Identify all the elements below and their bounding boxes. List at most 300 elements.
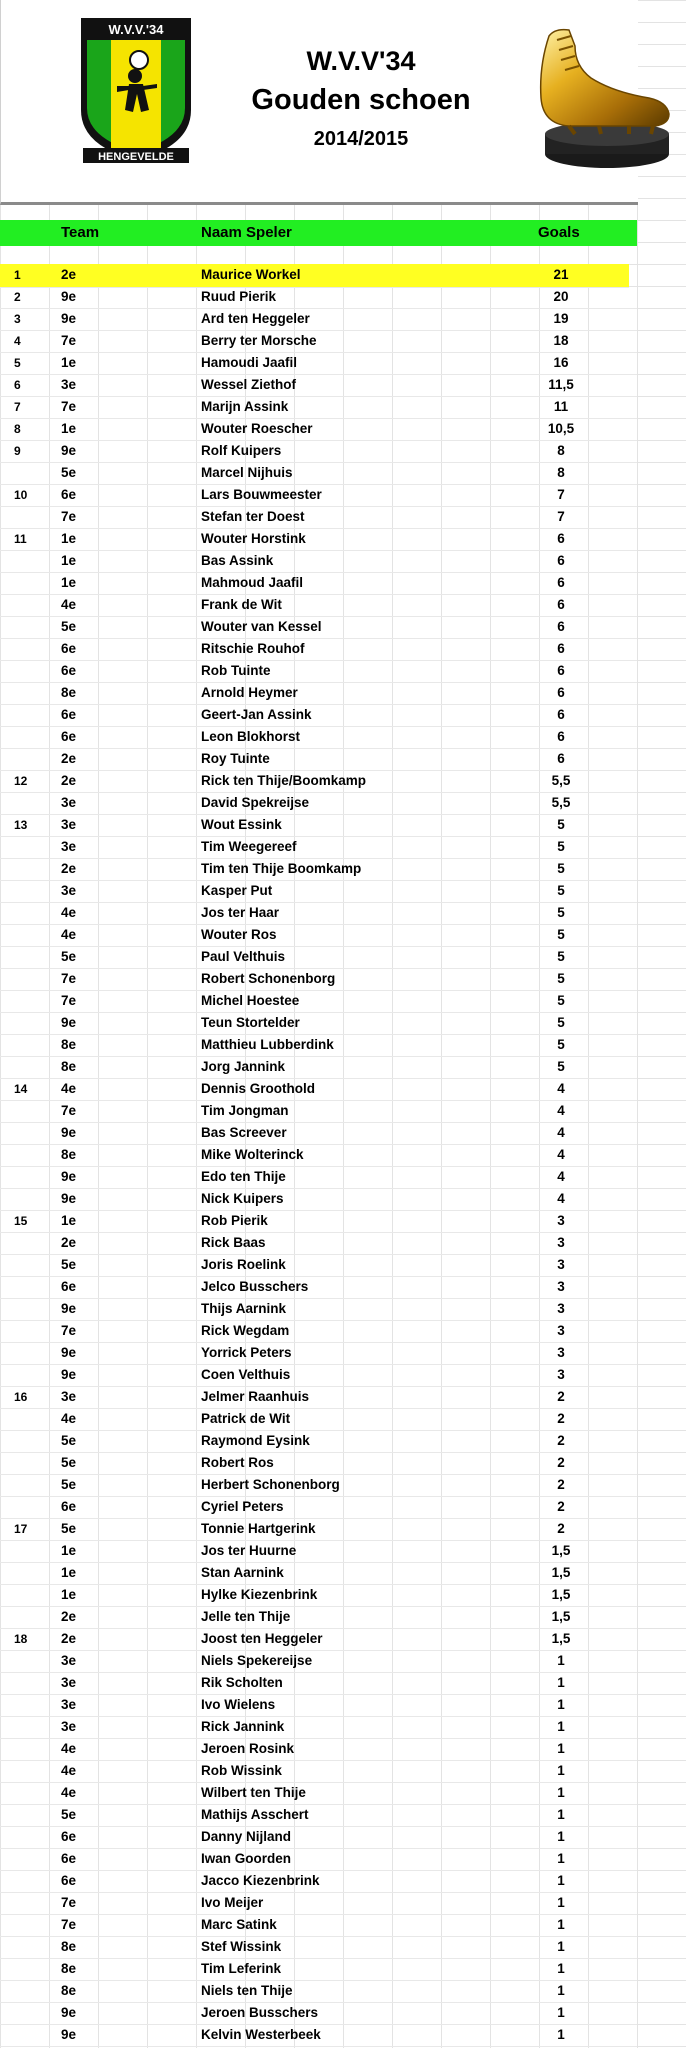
goals-cell: 3 (557, 1345, 565, 1360)
player-name-cell: Cyriel Peters (201, 1499, 284, 1514)
goals-cell: 3 (557, 1257, 565, 1272)
goals-cell: 16 (553, 355, 569, 370)
team-cell: 7e (61, 1895, 77, 1910)
team-cell: 1e (61, 553, 77, 568)
team-cell: 4e (61, 1081, 77, 1096)
player-name-cell: Rolf Kuipers (201, 443, 282, 458)
goals-cell: 1 (557, 1939, 565, 1954)
table-row (0, 1100, 637, 1123)
player-name-cell: Ard ten Heggeler (201, 311, 310, 326)
goals-cell: 20 (553, 289, 569, 304)
goals-cell: 1 (557, 1983, 565, 1998)
goals-cell: 1 (557, 1917, 565, 1932)
table-row (0, 990, 637, 1013)
player-name-cell: Niels Spekereijse (201, 1653, 313, 1668)
column-header-bar (0, 220, 637, 246)
player-name-cell: Edo ten Thije (201, 1169, 286, 1184)
goals-cell: 4 (557, 1103, 565, 1118)
goals-cell: 1 (557, 1807, 565, 1822)
rank-cell: 2 (14, 290, 21, 304)
table-row (0, 1562, 637, 1585)
player-name-cell: Stan Aarnink (201, 1565, 284, 1580)
table-row (0, 286, 637, 309)
goals-cell: 4 (557, 1147, 565, 1162)
team-cell: 2e (61, 861, 77, 876)
rank-cell: 16 (14, 1390, 28, 1404)
rank-cell: 5 (14, 356, 21, 370)
goals-cell: 5 (557, 927, 565, 942)
table-row (0, 1760, 637, 1783)
team-cell: 8e (61, 1059, 77, 1074)
table-row (0, 1496, 637, 1519)
table-row (0, 1276, 637, 1299)
player-name-cell: Geert-Jan Assink (201, 707, 312, 722)
table-row (0, 968, 637, 991)
goals-cell: 6 (557, 575, 565, 590)
table-row (0, 1430, 637, 1453)
goals-cell: 1,5 (551, 1565, 571, 1580)
player-name-cell: Leon Blokhorst (201, 729, 301, 744)
goals-cell: 6 (557, 553, 565, 568)
player-name-cell: Stefan ter Doest (201, 509, 305, 524)
goals-cell: 5 (557, 905, 565, 920)
team-cell: 6e (61, 1499, 77, 1514)
table-row (0, 330, 637, 353)
player-name-cell: Hylke Kiezenbrink (201, 1587, 318, 1602)
rank-cell: 9 (14, 444, 21, 458)
player-name-cell: Jos ter Huurne (201, 1543, 297, 1558)
player-name-cell: Rob Tuinte (201, 663, 271, 678)
goals-cell: 1,5 (551, 1543, 571, 1558)
table-row (0, 792, 637, 815)
table-row (0, 770, 637, 793)
table-row (0, 1232, 637, 1255)
column-header-name: Naam Speler (201, 224, 292, 241)
goals-cell: 1 (557, 1719, 565, 1734)
goals-cell: 5 (557, 883, 565, 898)
rank-cell: 11 (14, 532, 27, 546)
table-row (0, 1452, 637, 1475)
rank-cell: 3 (14, 312, 21, 326)
player-name-cell: Mahmoud Jaafil (201, 575, 304, 590)
player-name-cell: Jelmer Raanhuis (201, 1389, 310, 1404)
player-name-cell: Jelco Busschers (201, 1279, 309, 1294)
table-row (0, 1408, 637, 1431)
goals-cell: 1,5 (551, 1609, 571, 1624)
player-name-cell: Stef Wissink (201, 1939, 282, 1954)
player-name-cell: Wouter Ros (201, 927, 277, 942)
team-cell: 9e (61, 1301, 77, 1316)
table-row (0, 1122, 637, 1145)
table-row (0, 594, 637, 617)
table-row (0, 1078, 637, 1101)
team-cell: 2e (61, 1609, 77, 1624)
table-row (0, 550, 637, 573)
player-name-cell: Paul Velthuis (201, 949, 286, 964)
table-row (0, 1188, 637, 1211)
goals-cell: 2 (557, 1389, 565, 1404)
table-row (0, 1166, 637, 1189)
team-cell: 9e (61, 311, 77, 326)
goals-cell: 3 (557, 1235, 565, 1250)
team-cell: 6e (61, 641, 77, 656)
player-name-cell: Rik Scholten (201, 1675, 283, 1690)
player-name-cell: Thijs Aarnink (201, 1301, 287, 1316)
rank-cell: 18 (14, 1632, 28, 1646)
table-row (0, 572, 637, 595)
table-row (0, 374, 637, 397)
player-name-cell: Tonnie Hartgerink (201, 1521, 316, 1536)
player-name-cell: Herbert Schonenborg (201, 1477, 340, 1492)
team-cell: 3e (61, 1719, 77, 1734)
table-row (0, 2002, 637, 2025)
player-name-cell: Nick Kuipers (201, 1191, 284, 1206)
goals-cell: 4 (557, 1191, 565, 1206)
goals-cell: 4 (557, 1125, 565, 1140)
goals-cell: 2 (557, 1433, 565, 1448)
goals-cell: 1 (557, 1895, 565, 1910)
team-cell: 5e (61, 619, 77, 634)
team-cell: 1e (61, 355, 77, 370)
table-row (0, 1650, 637, 1673)
team-cell: 7e (61, 399, 77, 414)
table-row (0, 484, 637, 507)
player-name-cell: Bas Assink (201, 553, 274, 568)
player-name-cell: Patrick de Wit (201, 1411, 291, 1426)
team-cell: 6e (61, 663, 77, 678)
team-cell: 9e (61, 1169, 77, 1184)
table-row (0, 308, 637, 331)
player-name-cell: Jorg Jannink (201, 1059, 286, 1074)
team-cell: 5e (61, 1433, 77, 1448)
goals-cell: 5 (557, 839, 565, 854)
page-title: Gouden schoen (251, 84, 471, 116)
team-cell: 6e (61, 1829, 77, 1844)
table-row (0, 1782, 637, 1805)
page-header (0, 0, 638, 205)
team-cell: 3e (61, 1697, 77, 1712)
player-name-cell: Danny Nijland (201, 1829, 292, 1844)
table-row (0, 1320, 637, 1343)
table-row (0, 1980, 637, 2003)
player-name-cell: Hamoudi Jaafil (201, 355, 298, 370)
rank-cell: 7 (14, 400, 21, 414)
table-row (0, 528, 637, 551)
table-row (0, 1804, 637, 1827)
team-cell: 3e (61, 1653, 77, 1668)
table-row (0, 1914, 637, 1937)
team-cell: 3e (61, 1389, 77, 1404)
table-row (0, 1012, 637, 1035)
team-cell: 5e (61, 1521, 77, 1536)
team-cell: 9e (61, 1345, 77, 1360)
team-cell: 9e (61, 2027, 77, 2042)
player-name-cell: Yorrick Peters (201, 1345, 292, 1360)
table-row (0, 1518, 637, 1541)
goals-cell: 6 (557, 729, 565, 744)
club-name: W.V.V'34 (306, 46, 416, 76)
team-cell: 1e (61, 1565, 77, 1580)
team-cell: 4e (61, 927, 77, 942)
team-cell: 2e (61, 751, 77, 766)
table-row (0, 1474, 637, 1497)
table-row (0, 836, 637, 859)
table-row (0, 1738, 637, 1761)
table-row (0, 1672, 637, 1695)
rank-cell: 10 (14, 488, 28, 502)
player-name-cell: Arnold Heymer (201, 685, 298, 700)
player-name-cell: Rob Pierik (201, 1213, 268, 1228)
goals-cell: 3 (557, 1213, 565, 1228)
team-cell: 7e (61, 1103, 77, 1118)
goals-cell: 1 (557, 1697, 565, 1712)
team-cell: 5e (61, 1477, 77, 1492)
goals-cell: 8 (557, 465, 565, 480)
player-name-cell: Michel Hoestee (201, 993, 300, 1008)
logo-club-text: W.V.V.'34 (108, 22, 164, 37)
team-cell: 4e (61, 1785, 77, 1800)
table-row (0, 440, 637, 463)
team-cell: 5e (61, 949, 77, 964)
goals-cell: 6 (557, 663, 565, 678)
table-row (0, 1144, 637, 1167)
player-name-cell: Dennis Groothold (201, 1081, 315, 1096)
goals-cell: 1 (557, 1763, 565, 1778)
table-row (0, 1826, 637, 1849)
rank-cell: 15 (14, 1214, 28, 1228)
table-row (0, 1584, 637, 1607)
rank-cell: 12 (14, 774, 28, 788)
player-name-cell: Ivo Wielens (201, 1697, 276, 1712)
team-cell: 7e (61, 333, 77, 348)
goals-cell: 11 (553, 399, 569, 414)
goals-cell: 3 (557, 1323, 565, 1338)
goals-cell: 5 (557, 993, 565, 1008)
team-cell: 7e (61, 1323, 77, 1338)
goals-cell: 5,5 (551, 795, 571, 810)
table-row (0, 1870, 637, 1893)
player-name-cell: Ivo Meijer (201, 1895, 264, 1910)
table-row (0, 1386, 637, 1409)
player-name-cell: Niels ten Thije (201, 1983, 293, 1998)
table-row (0, 1628, 637, 1651)
table-row (0, 638, 637, 661)
column-header-goals: Goals (538, 224, 580, 241)
team-cell: 5e (61, 1807, 77, 1822)
team-cell: 3e (61, 883, 77, 898)
team-cell: 9e (61, 2005, 77, 2020)
player-name-cell: Robert Ros (201, 1455, 274, 1470)
goals-cell: 5,5 (551, 773, 571, 788)
table-row (0, 1342, 637, 1365)
goals-cell: 1,5 (551, 1587, 571, 1602)
team-cell: 1e (61, 1543, 77, 1558)
table-row (0, 1254, 637, 1277)
team-cell: 9e (61, 1191, 77, 1206)
goals-cell: 19 (553, 311, 569, 326)
team-cell: 6e (61, 487, 77, 502)
player-name-cell: Ritschie Rouhof (201, 641, 305, 656)
goals-cell: 6 (557, 531, 565, 546)
rank-cell: 4 (14, 334, 21, 348)
player-name-cell: Raymond Eysink (201, 1433, 310, 1448)
logo-town-text: HENGEVELDE (98, 151, 174, 163)
player-name-cell: Wout Essink (201, 817, 282, 832)
player-name-cell: Tim Weegereef (201, 839, 297, 854)
team-cell: 8e (61, 1983, 77, 1998)
table-row (0, 1694, 637, 1717)
column-header-team: Team (61, 224, 100, 241)
team-cell: 8e (61, 685, 77, 700)
player-name-cell: Maurice Workel (201, 267, 301, 282)
player-name-cell: Ruud Pierik (201, 289, 277, 304)
team-cell: 2e (61, 1631, 77, 1646)
rank-cell: 17 (14, 1522, 28, 1536)
player-name-cell: Rick Baas (201, 1235, 266, 1250)
goals-cell: 6 (557, 619, 565, 634)
goals-cell: 3 (557, 1367, 565, 1382)
goals-cell: 6 (557, 707, 565, 722)
goals-cell: 5 (557, 1015, 565, 1030)
team-cell: 5e (61, 465, 77, 480)
player-name-cell: Wilbert ten Thije (201, 1785, 306, 1800)
goals-cell: 1 (557, 1653, 565, 1668)
table-row-leader (0, 264, 629, 288)
table-row (0, 1892, 637, 1915)
goals-cell: 1 (557, 1675, 565, 1690)
team-cell: 3e (61, 1675, 77, 1690)
title-block (231, 44, 491, 156)
goals-cell: 5 (557, 1059, 565, 1074)
team-cell: 9e (61, 1125, 77, 1140)
goals-cell: 18 (553, 333, 569, 348)
table-row (0, 924, 637, 947)
table-row (0, 396, 637, 419)
team-cell: 1e (61, 531, 77, 546)
table-row (0, 418, 637, 441)
table-row (0, 1936, 637, 1959)
goals-cell: 10,5 (547, 421, 575, 436)
team-cell: 3e (61, 817, 77, 832)
table-row (0, 506, 637, 529)
goals-cell: 1 (557, 1785, 565, 1800)
goals-cell: 2 (557, 1477, 565, 1492)
team-cell: 6e (61, 1851, 77, 1866)
season-label: 2014/2015 (313, 128, 409, 150)
player-name-cell: Lars Bouwmeester (201, 487, 322, 502)
player-name-cell: Marijn Assink (201, 399, 289, 414)
table-row (0, 1848, 637, 1871)
goals-cell: 3 (557, 1279, 565, 1294)
goals-cell: 1 (557, 1829, 565, 1844)
team-cell: 1e (61, 575, 77, 590)
team-cell: 7e (61, 509, 77, 524)
goals-cell: 5 (557, 1037, 565, 1052)
player-name-cell: Rick ten Thije/Boomkamp (201, 773, 367, 788)
team-cell: 6e (61, 729, 77, 744)
table-row (0, 748, 637, 771)
player-name-cell: Kasper Put (201, 883, 273, 898)
table-row (0, 902, 637, 925)
team-cell: 1e (61, 421, 77, 436)
table-row (0, 616, 637, 639)
player-name-cell: Jelle ten Thije (201, 1609, 291, 1624)
table-row (0, 2024, 637, 2047)
player-name-cell: Joris Roelink (201, 1257, 286, 1272)
goals-cell: 11,5 (548, 377, 574, 392)
player-name-cell: Tim Leferink (201, 1961, 282, 1976)
team-cell: 4e (61, 1411, 77, 1426)
player-name-cell: Berry ter Morsche (201, 333, 317, 348)
team-cell: 9e (61, 1015, 77, 1030)
team-cell: 8e (61, 1147, 77, 1162)
goals-cell: 5 (557, 861, 565, 876)
player-name-cell: Jeroen Busschers (201, 2005, 319, 2020)
goals-cell: 8 (557, 443, 565, 458)
player-name-cell: Joost ten Heggeler (201, 1631, 323, 1646)
player-name-cell: Kelvin Westerbeek (201, 2027, 321, 2042)
player-name-cell: Jacco Kiezenbrink (201, 1873, 320, 1888)
team-cell: 5e (61, 1455, 77, 1470)
goals-cell: 4 (557, 1081, 565, 1096)
team-cell: 3e (61, 795, 77, 810)
rank-cell: 8 (14, 422, 21, 436)
team-cell: 4e (61, 905, 77, 920)
team-cell: 9e (61, 1367, 77, 1382)
table-row (0, 660, 637, 683)
player-name-cell: Jeroen Rosink (201, 1741, 295, 1756)
goals-cell: 2 (557, 1455, 565, 1470)
team-cell: 8e (61, 1939, 77, 1954)
player-name-cell: Tim ten Thije Boomkamp (201, 861, 362, 876)
player-name-cell: Coen Velthuis (201, 1367, 291, 1382)
player-name-cell: Mike Wolterinck (201, 1147, 304, 1162)
table-row (0, 1364, 637, 1387)
team-cell: 7e (61, 1917, 77, 1932)
goals-cell: 5 (557, 817, 565, 832)
goals-cell: 21 (553, 267, 569, 282)
team-cell: 6e (61, 1873, 77, 1888)
team-cell: 1e (61, 1213, 77, 1228)
goals-cell: 2 (557, 1499, 565, 1514)
table-row (0, 946, 637, 969)
player-name-cell: Wouter van Kessel (201, 619, 322, 634)
player-name-cell: Iwan Goorden (201, 1851, 292, 1866)
goals-cell: 3 (557, 1301, 565, 1316)
team-cell: 3e (61, 377, 77, 392)
team-cell: 3e (61, 839, 77, 854)
table-row (0, 1298, 637, 1321)
goals-cell: 6 (557, 685, 565, 700)
player-name-cell: Marc Satink (201, 1917, 277, 1932)
table-row (0, 1034, 637, 1057)
goals-cell: 1 (557, 2027, 565, 2042)
player-name-cell: Rick Wegdam (201, 1323, 290, 1338)
team-cell: 4e (61, 1763, 77, 1778)
team-cell: 4e (61, 1741, 77, 1756)
team-cell: 2e (61, 1235, 77, 1250)
goals-cell: 1 (557, 1851, 565, 1866)
goals-cell: 1 (557, 2005, 565, 2020)
player-name-cell: Bas Screever (201, 1125, 287, 1140)
rank-cell: 14 (14, 1082, 28, 1096)
player-name-cell: Tim Jongman (201, 1103, 289, 1118)
player-name-cell: Mathijs Asschert (201, 1807, 309, 1822)
club-logo-icon (77, 14, 195, 164)
table-row (0, 1606, 637, 1629)
table-row (0, 352, 637, 375)
goals-cell: 7 (557, 487, 565, 502)
